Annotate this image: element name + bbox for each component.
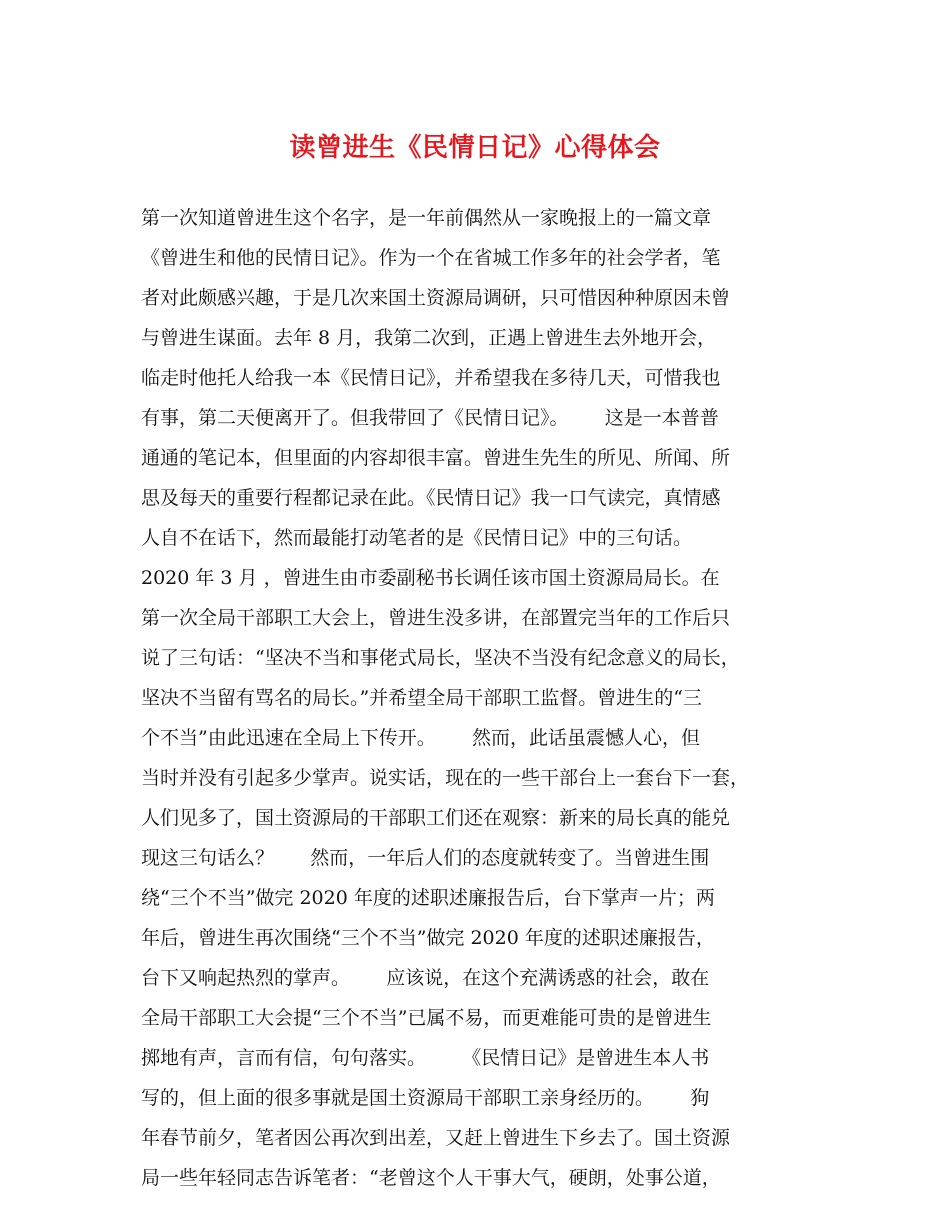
- body-line: 人自不在话下，然而最能打动笔者的是《民情日记》中的三句话。: [141, 527, 693, 549]
- body-line: 全局干部职工大会提“三个不当”已属不易，而更难能可贵的是曾进生: [141, 1007, 712, 1029]
- body-line: 《曾进生和他的民情日记》。作为一个在省城工作多年的社会学者，笔: [141, 247, 721, 269]
- body-line: 2020 年 3 月 ，曾进生由市委副秘书长调任该市国土资源局局长。在: [141, 567, 720, 589]
- body-line: 思及每天的重要行程都记录在此。《民情日记》我一口气读完，真情感: [141, 487, 721, 509]
- document-body: [141, 198, 821, 1198]
- body-line: 者对此颇感兴趣，于是几次来国土资源局调研，只可惜因种种原因未曾: [141, 287, 731, 309]
- body-line: 年春节前夕，笔者因公再次到出差，又赶上曾进生下乡去了。国土资源: [141, 1127, 731, 1149]
- body-line: 掷地有声，言而有信，句句落实。 《民情日记》是曾进生本人书: [141, 1047, 710, 1069]
- document-title: 读曾进生《民情日记》心得体会: [289, 133, 661, 163]
- body-line: 现这三句话么？ 然而，一年后人们的态度就转变了。当曾进生围: [141, 847, 710, 869]
- body-line: 说了三句话：“坚决不当和事佬式局长，坚决不当没有纪念意义的局长，: [141, 647, 740, 669]
- body-line: 绕“三个不当”做完 2020 年度的述职述廉报告后，台下掌声一片；两: [141, 887, 715, 909]
- body-line: 局一些年轻同志告诉笔者：“老曾这个人干事大气，硬朗，处事公道，: [141, 1167, 721, 1189]
- body-line: 当时并没有引起多少掌声。说实话，现在的一些干部台上一套台下一套，: [141, 767, 750, 789]
- body-line: 第一次全局干部职工大会上，曾进生没多讲，在部置完当年的工作后只: [141, 607, 731, 629]
- body-line: 临走时他托人给我一本《民情日记》，并希望我在多待几天，可惜我也: [141, 367, 721, 389]
- body-line: 第一次知道曾进生这个名字，是一年前偶然从一家晚报上的一篇文章: [141, 207, 712, 229]
- body-line: 坚决不当留有骂名的局长。”并希望全局干部职工监督。曾进生的“三: [141, 687, 702, 709]
- body-line: 人们见多了，国土资源局的干部职工们还在观察：新来的局长真的能兑: [141, 807, 731, 829]
- body-line: 个不当”由此迅速在全局上下传开。 然而，此话虽震憾人心，但: [141, 727, 700, 749]
- body-line: 有事，第二天便离开了。但我带回了《民情日记》。 这是一本普普: [141, 407, 719, 429]
- body-line: 通通的笔记本，但里面的内容却很丰富。曾进生先生的所见、所闻、所: [141, 447, 731, 469]
- body-line: 年后，曾进生再次围绕“三个不当”做完 2020 年度的述职述廉报告，: [141, 927, 715, 949]
- body-line: 与曾进生谋面。去年 8 月，我第二次到，正遇上曾进生去外地开会，: [141, 327, 717, 349]
- body-line: 台下又响起热烈的掌声。 应该说，在这个充满诱惑的社会，敢在: [141, 967, 710, 989]
- body-line: 写的，但上面的很多事就是国土资源局干部职工亲身经历的。 狗: [141, 1087, 710, 1109]
